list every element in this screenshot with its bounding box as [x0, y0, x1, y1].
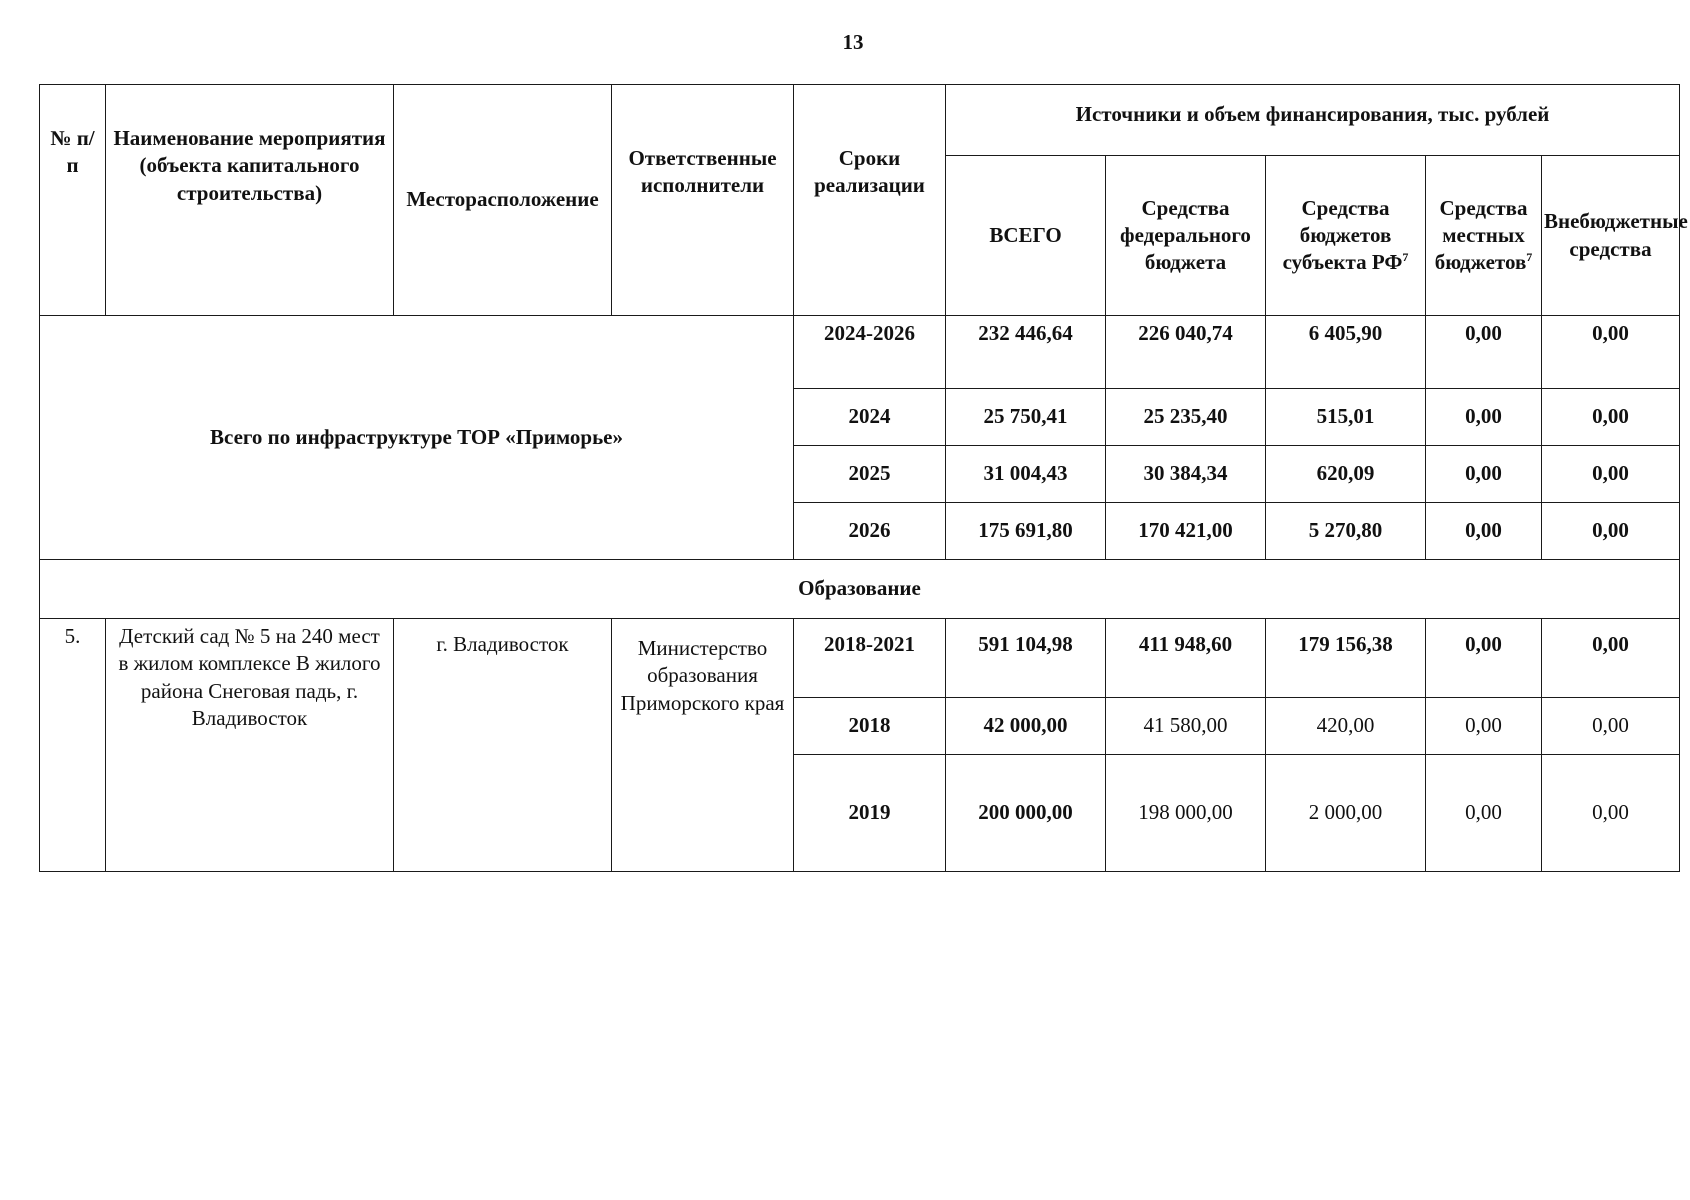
- total-row: [40, 316, 1680, 389]
- extra-cell: 0,00: [1542, 446, 1680, 503]
- local-cell: 0,00: [1426, 389, 1542, 446]
- period-cell: 2019: [794, 755, 946, 872]
- col-subject-header: [1266, 156, 1426, 316]
- period-cell: 2024: [794, 389, 946, 446]
- col-period-header: Сроки реализации: [794, 85, 946, 316]
- total-cell: 31 004,43: [946, 446, 1106, 503]
- col-local-label: Средства местных бюджетов: [1434, 195, 1528, 275]
- header-row-1: [40, 85, 1680, 156]
- footnote-mark: 7: [1526, 250, 1533, 265]
- total-cell: 175 691,80: [946, 503, 1106, 560]
- extra-cell: 0,00: [1542, 698, 1680, 755]
- total-cell: 200 000,00: [946, 755, 1106, 872]
- extra-cell: 0,00: [1542, 389, 1680, 446]
- period-cell: 2025: [794, 446, 946, 503]
- extra-cell: 0,00: [1542, 619, 1680, 698]
- col-federal-header: Средства федерального бюджета: [1106, 156, 1266, 316]
- local-cell: 0,00: [1426, 755, 1542, 872]
- total-label: Всего по инфраструктуре ТОР «Приморье»: [40, 316, 794, 560]
- federal-cell: 41 580,00: [1106, 698, 1266, 755]
- subject-cell: 620,09: [1266, 446, 1426, 503]
- period-cell: 2018: [794, 698, 946, 755]
- sources-header: Источники и объем финансирования, тыс. рублей: [946, 85, 1680, 156]
- col-name-header: Наименование мероприятия (объекта капитального строительства): [106, 85, 394, 316]
- page-number: 13: [842, 30, 864, 54]
- federal-cell: 170 421,00: [1106, 503, 1266, 560]
- local-cell: 0,00: [1426, 619, 1542, 698]
- federal-cell: 198 000,00: [1106, 755, 1266, 872]
- local-cell: 0,00: [1426, 446, 1542, 503]
- period-cell: 2024-2026: [794, 316, 946, 389]
- period-cell: 2018-2021: [794, 619, 946, 698]
- section-row: [40, 560, 1680, 619]
- subject-cell: 5 270,80: [1266, 503, 1426, 560]
- subject-cell: 420,00: [1266, 698, 1426, 755]
- col-local-header: [1426, 156, 1542, 316]
- extra-cell: 0,00: [1542, 316, 1680, 389]
- col-num-header: № п/п: [40, 85, 106, 316]
- col-extra-header: Внебюджетные средства: [1542, 156, 1680, 316]
- item-responsible: Министерство образования Приморского края: [612, 619, 794, 872]
- total-cell: 25 750,41: [946, 389, 1106, 446]
- local-cell: 0,00: [1426, 316, 1542, 389]
- local-cell: 0,00: [1426, 698, 1542, 755]
- total-cell: 232 446,64: [946, 316, 1106, 389]
- period-cell: 2026: [794, 503, 946, 560]
- local-cell: 0,00: [1426, 503, 1542, 560]
- item-location: г. Владивосток: [394, 619, 612, 872]
- section-title: Образование: [40, 560, 1680, 619]
- financing-table: [39, 84, 1688, 872]
- federal-cell: 25 235,40: [1106, 389, 1266, 446]
- subject-cell: 515,01: [1266, 389, 1426, 446]
- col-total-header: ВСЕГО: [946, 156, 1106, 316]
- item-name: Детский сад № 5 на 240 мест в жилом комплексе В жилого района Снеговая падь, г. Владивосток: [106, 619, 394, 872]
- item-number: 5.: [40, 619, 106, 872]
- subject-cell: 179 156,38: [1266, 619, 1426, 698]
- total-cell: 42 000,00: [946, 698, 1106, 755]
- col-responsible-header: Ответственные исполнители: [612, 85, 794, 316]
- col-subject-label: Средства бюджетов субъекта РФ: [1282, 195, 1403, 275]
- extra-cell: 0,00: [1542, 503, 1680, 560]
- federal-cell: 30 384,34: [1106, 446, 1266, 503]
- subject-cell: 2 000,00: [1266, 755, 1426, 872]
- subject-cell: 6 405,90: [1266, 316, 1426, 389]
- total-cell: 591 104,98: [946, 619, 1106, 698]
- item-row: [40, 619, 1680, 698]
- extra-cell: 0,00: [1542, 755, 1680, 872]
- federal-cell: 411 948,60: [1106, 619, 1266, 698]
- federal-cell: 226 040,74: [1106, 316, 1266, 389]
- footnote-mark: 7: [1402, 250, 1409, 265]
- col-location-header: Месторасположение: [394, 85, 612, 316]
